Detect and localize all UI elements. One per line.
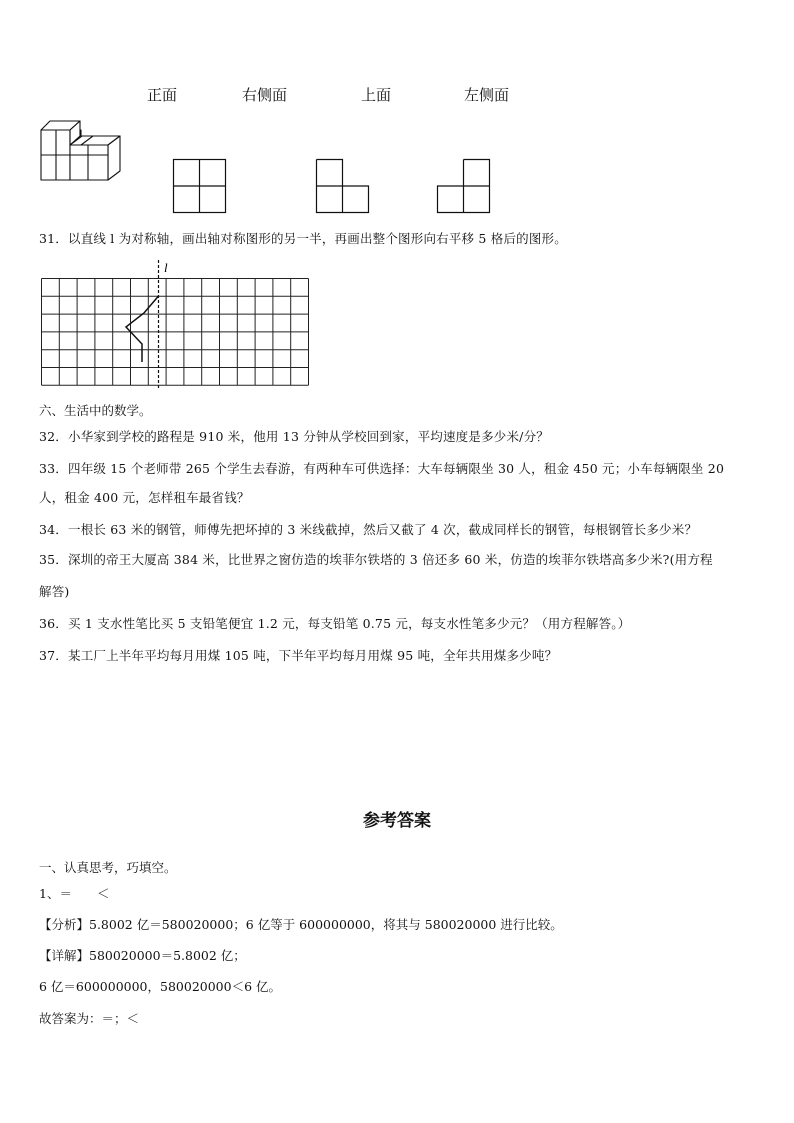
right-view-grid (173, 159, 233, 219)
question-37: 37．某工厂上半年平均每月用煤 105 吨，下半年平均每月用煤 95 吨，全年共用煤多少吨？ (39, 648, 558, 663)
answer-1: 1、＝ ＜ (39, 886, 110, 901)
left-view-grid (437, 159, 497, 219)
question-31: 31．以直线 l 为对称轴，画出轴对称图形的另一半，再画出整个图形向右平移 5 格后的图形。 (39, 231, 567, 246)
answers-title: 参考答案 (363, 811, 431, 831)
question-35-line1: 35．深圳的帝王大厦高 384 米，比世界之窗仿造的埃菲尔铁塔的 3 倍还多 60 米，仿造的埃菲尔铁塔高多少米?(用方程 (39, 552, 713, 567)
cube-stack-figure (38, 116, 128, 186)
question-33-line1: 33．四年级 15 个老师带 265 个学生去春游，有两种车可供选择：大车每辆限坐 30 人，租金 450 元；小车每辆限坐 20 (39, 461, 725, 476)
axis-label: l (164, 260, 168, 275)
view-label-front: 正面 (147, 86, 178, 104)
answer-line2: 6 亿＝600000000，580020000＜6 亿。 (39, 979, 282, 994)
view-label-top: 上面 (361, 86, 392, 104)
symmetry-grid (40, 258, 340, 393)
question-36: 36．买 1 支水性笔比买 5 支铅笔便宜 1.2 元，每支铅笔 0.75 元，每支水性笔多少元？（用方程解答。） (39, 616, 631, 631)
answer-conclusion: 故答案为：＝；＜ (39, 1011, 140, 1026)
section-6-heading: 六、生活中的数学。 (39, 403, 152, 418)
answers-section-1: 一、认真思考，巧填空。 (39, 860, 177, 875)
question-34: 34．一根长 63 米的钢管，师傅先把坏掉的 3 米线截掉，然后又截了 4 次，截成同样长的钢管，每根钢管长多少米？ (39, 522, 698, 537)
answer-analysis: 【分析】5.8002 亿＝580020000；6 亿等于 600000000，将其与 580020000 进行比较。 (39, 917, 563, 932)
view-label-right: 右侧面 (242, 86, 288, 104)
question-33-line2: 人，租金 400 元，怎样租车最省钱？ (39, 490, 250, 505)
question-35-line2: 解答) (39, 584, 70, 599)
question-32: 32．小华家到学校的路程是 910 米，他用 13 分钟从学校回到家，平均速度是多少米/分？ (39, 429, 549, 444)
view-label-left: 左侧面 (464, 86, 510, 104)
answer-detail: 【详解】580020000＝5.8002 亿； (39, 948, 246, 963)
top-view-grid (316, 159, 376, 219)
